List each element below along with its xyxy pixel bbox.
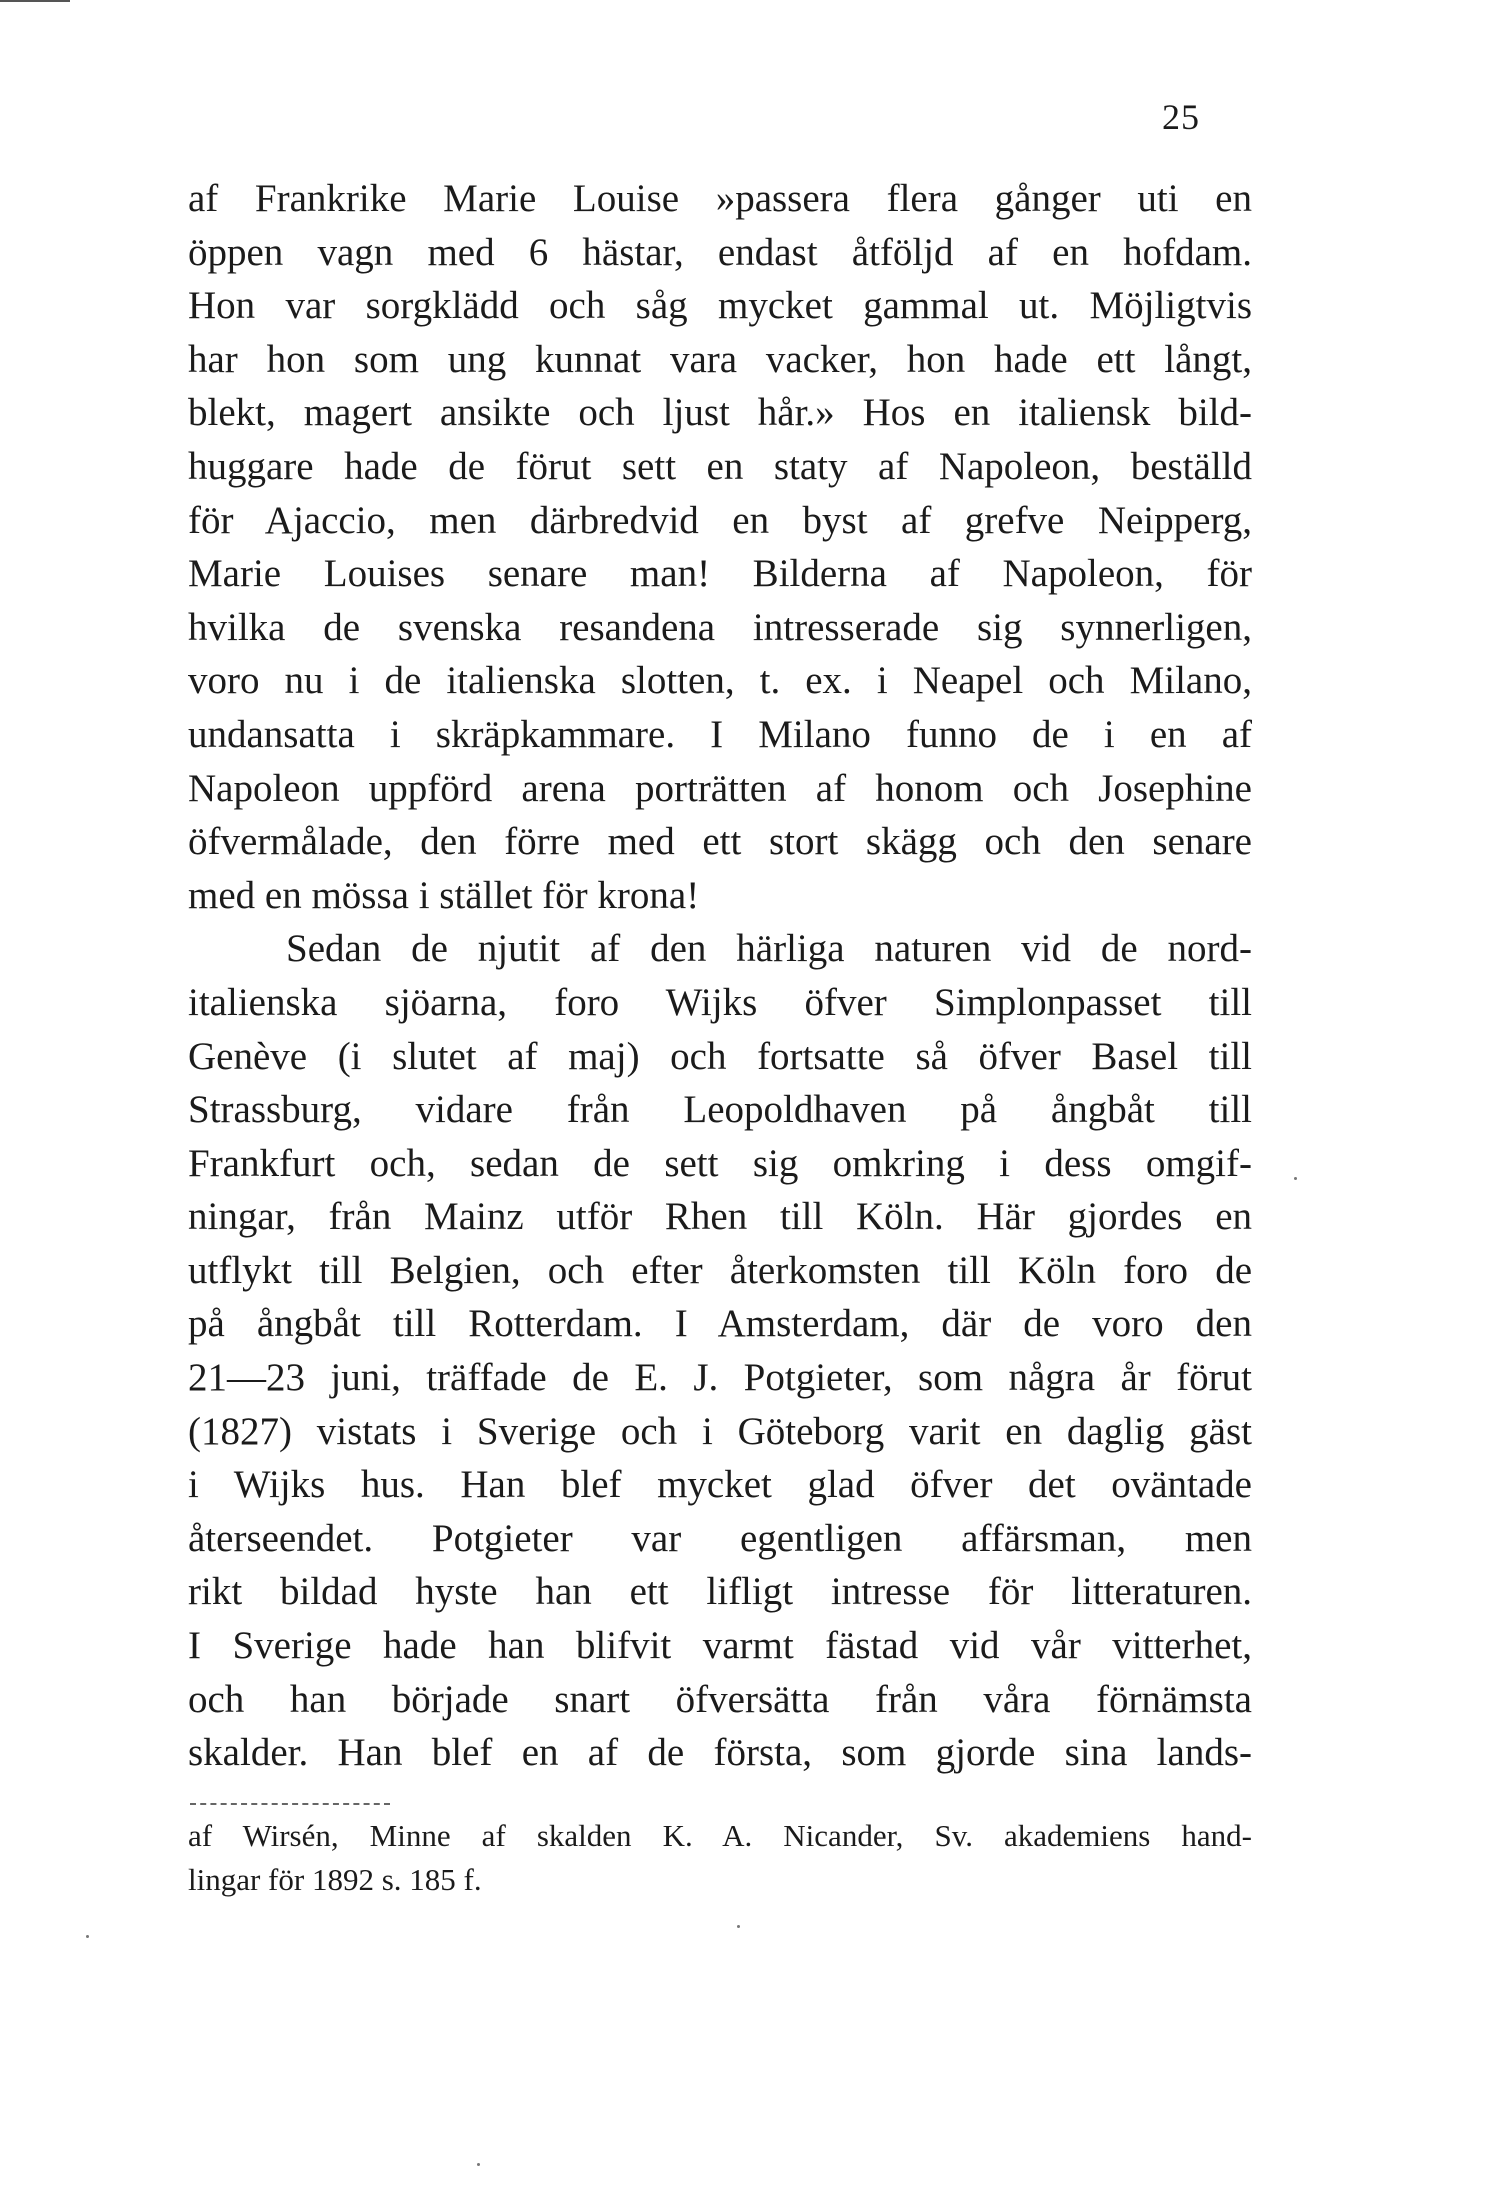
text-line: utflykt till Belgien, och efter återkomsten till Köln foro de	[188, 1248, 1252, 1292]
text-line: på ångbåt till Rotterdam. I Amsterdam, där de voro den	[188, 1302, 1252, 1346]
text-line: Napoleon uppförd arena porträtten af honom och Josephine	[188, 766, 1252, 810]
text-line: af Frankrike Marie Louise »passera flera gånger uti en	[188, 177, 1252, 220]
body-text	[188, 172, 1252, 1780]
ink-speck	[737, 1925, 740, 1928]
scan-edge-mark	[0, 0, 70, 2]
text-line: italienska sjöarna, foro Wijks öfver Simplonpasset till	[188, 980, 1252, 1024]
text-line: (1827) vistats i Sverige och i Göteborg varit en daglig gäst	[188, 1409, 1252, 1453]
text-line: Strassburg, vidare från Leopoldhaven på ångbåt till	[188, 1088, 1252, 1132]
text-line: Frankfurt och, sedan de sett sig omkring i dess omgif-	[188, 1141, 1252, 1185]
text-line: Sedan de njutit af den härliga naturen vid de nord-	[286, 927, 1252, 971]
text-line: Marie Louises senare man! Bilderna af Napoleon, för	[188, 552, 1252, 596]
ink-speck	[86, 1935, 89, 1938]
text-line: för Ajaccio, men därbredvid en byst af grefve Neipperg,	[188, 498, 1252, 542]
text-line: huggare hade de förut sett en staty af Napoleon, beställd	[188, 444, 1252, 488]
footnote-line: af Wirsén, Minne af skalden K. A. Nicander, Sv. akademiens hand-	[188, 1818, 1252, 1853]
footnote	[188, 1814, 1252, 1902]
text-line: med en mössa i stället för krona!	[188, 873, 700, 917]
text-line: rikt bildad hyste han ett lifligt intresse för litteraturen.	[188, 1570, 1252, 1614]
text-line: I Sverige hade han blifvit varmt fästad vid vår vitterhet,	[188, 1624, 1252, 1668]
text-line: blekt, magert ansikte och ljust hår.» Hos en italiensk bild-	[188, 391, 1252, 435]
page-number: 25	[1162, 97, 1200, 137]
text-line: ningar, från Mainz utför Rhen till Köln. Här gjordes en	[188, 1195, 1252, 1239]
text-line: undansatta i skräpkammare. I Milano funno de i en af	[188, 712, 1252, 756]
text-line: har hon som ung kunnat vara vacker, hon hade ett långt,	[188, 337, 1252, 381]
ink-speck	[477, 2163, 480, 2166]
text-line: voro nu i de italienska slotten, t. ex. i Neapel och Milano,	[188, 659, 1252, 703]
text-line: öfvermålade, den förre med ett stort skägg och den senare	[188, 820, 1252, 864]
text-line: i Wijks hus. Han blef mycket glad öfver det oväntade	[188, 1463, 1252, 1507]
text-line: 21—23 juni, träffade de E. J. Potgieter, som några år förut	[188, 1356, 1252, 1400]
footnote-line: lingar för 1892 s. 185 f.	[188, 1862, 482, 1897]
text-line: återseendet. Potgieter var egentligen affärsman, men	[188, 1516, 1252, 1560]
text-line: skalder. Han blef en af de första, som gjorde sina lands-	[188, 1731, 1252, 1775]
text-line: Hon var sorgklädd och såg mycket gammal ut. Möjligtvis	[188, 284, 1252, 328]
text-line: öppen vagn med 6 hästar, endast åtföljd af en hofdam.	[188, 230, 1252, 274]
text-line: Genève (i slutet af maj) och fortsatte så öfver Basel till	[188, 1034, 1252, 1078]
ink-speck	[1294, 1177, 1297, 1180]
footnote-divider	[190, 1803, 390, 1805]
text-line: och han började snart öfversätta från våra förnämsta	[188, 1677, 1252, 1721]
text-line: hvilka de svenska resandena intresserade sig synnerligen,	[188, 605, 1252, 649]
